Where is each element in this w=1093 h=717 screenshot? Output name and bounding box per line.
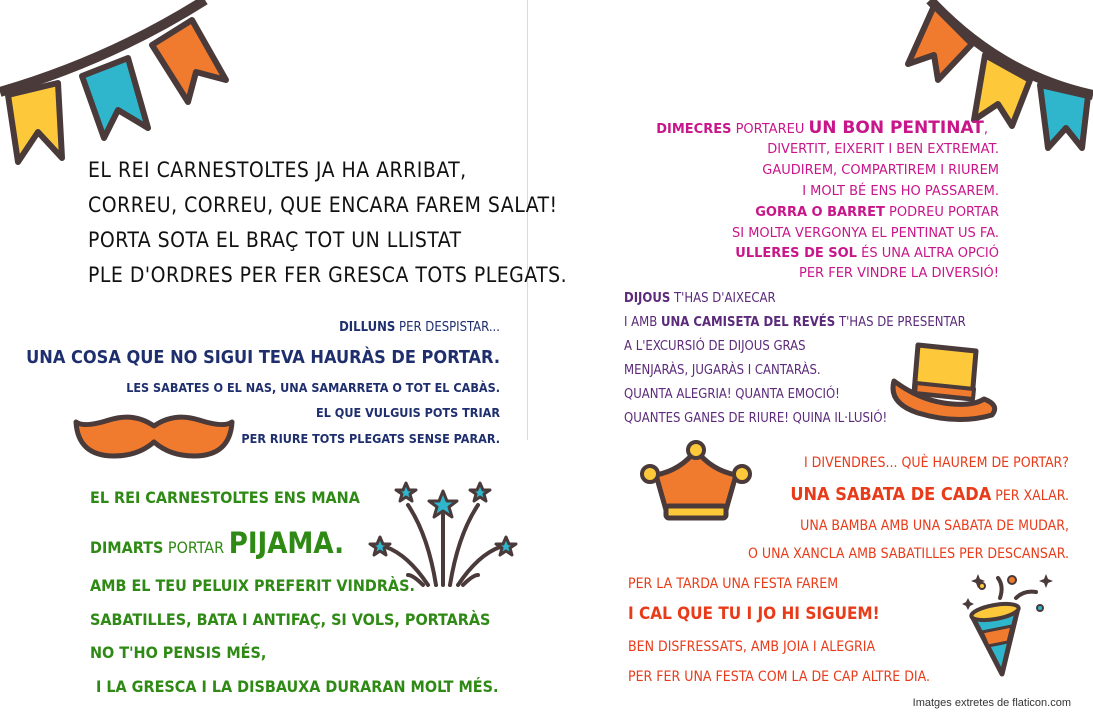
dimecres-line-7: ULLERES DE SOL ÉS UNA ALTRA OPCIÓ [735,246,999,261]
image-credit: Imatges extretes de flaticon.com [912,697,1071,709]
dimecres-line-5: GORRA O BARRET PODREU PORTAR [755,205,999,220]
divendres-line-6: I CAL QUE TU I JO HI SIGUEM! [628,604,880,624]
dimecres-line-3: GAUDIREM, COMPARTIREM I RIUREM [762,163,999,178]
dimarts-line-5: NO T'HO PENSIS MÉS, [90,643,267,662]
moustache-icon [74,412,234,467]
dimecres-line-8: PER FER VINDRE LA DIVERSIÓ! [799,266,999,281]
bunting-left-icon [0,0,240,170]
dimecres-line-6: SI MOLTA VERGONYA EL PENTINAT US FA. [731,226,999,241]
dimarts-line-3: AMB EL TEU PELUIX PREFERIT VINDRÀS. [90,576,415,595]
dilluns-line-1: DILLUNS PER DESPISTAR... [339,320,500,335]
intro-line-2: CORREU, CORREU, QUE ENCARA FAREM SALAT! [88,193,558,217]
divendres-line-5: PER LA TARDA UNA FESTA FAREM [628,576,839,592]
dijous-line-4: MENJARÀS, JUGARÀS I CANTARÀS. [624,363,821,378]
divendres-line-8: PER FER UNA FESTA COM LA DE CAP ALTRE DIA. [628,669,930,685]
dimecres-line-2: DIVERTIT, EIXERIT I BEN EXTREMAT. [767,142,999,157]
top-hat-icon [888,333,1000,428]
dijous-line-1: DIJOUS T'HAS D'AIXECAR [624,291,776,306]
dijous-line-5: QUANTA ALEGRIA! QUANTA EMOCIÓ! [624,387,840,402]
dijous-line-6: QUANTES GANES DE RIURE! QUINA IL·LUSIÓ! [624,411,888,426]
divendres-line-7: BEN DISFRESSATS, AMB JOIA I ALEGRIA [628,639,876,655]
intro-line-3: PORTA SOTA EL BRAÇ TOT UN LLISTAT [88,228,462,252]
dimarts-line-1: EL REI CARNESTOLTES ENS MANA [90,488,360,507]
intro-line-4: PLE D'ORDRES PER FER GRESCA TOTS PLEGATS. [88,263,568,287]
divendres-line-4: O UNA XANCLA AMB SABATILLES PER DESCANSAR. [747,546,1069,562]
dilluns-line-4: EL QUE VULGUIS POTS TRIAR [316,405,500,420]
dimarts-line-4: SABATILLES, BATA I ANTIFAÇ, SI VOLS, PORTARÀS [90,610,491,629]
intro-line-1: EL REI CARNESTOLTES JA HA ARRIBAT, [88,158,467,182]
divendres-line-1: I DIVENDRES... QUÈ HAUREM DE PORTAR? [803,455,1069,471]
dimecres-line-4: I MOLT BÉ ENS HO PASSAREM. [802,184,999,199]
jester-crown-icon [636,440,756,525]
dilluns-line-3: LES SABATES O EL NAS, UNA SAMARRETA O TOT EL CABÀS. [126,380,500,395]
dimecres-line-1: DIMECRES PORTAREU UN BON PENTINAT, [656,118,988,138]
dilluns-line-2: UNA COSA QUE NO SIGUI TEVA HAURÀS DE PORTAR. [26,347,500,368]
dijous-line-2: I AMB UNA CAMISETA DEL REVÉS T'HAS DE PRESENTAR [624,315,966,330]
dijous-line-3: A L'EXCURSIÓ DE DIJOUS GRAS [624,339,806,354]
party-popper-icon [960,568,1060,678]
page-divider [527,0,528,440]
divendres-line-2: UNA SABATA DE CADA PER XALAR. [790,484,1069,505]
dilluns-line-5: PER RIURE TOTS PLEGATS SENSE PARAR. [241,431,500,446]
fireworks-icon [368,475,518,590]
dimarts-line-2: DIMARTS PORTAR PIJAMA. [90,526,345,560]
divendres-line-3: UNA BAMBA AMB UNA SABATA DE MUDAR, [800,518,1069,534]
dimarts-line-6: I LA GRESCA I LA DISBAUXA DURARAN MOLT MÉS. [96,677,499,696]
